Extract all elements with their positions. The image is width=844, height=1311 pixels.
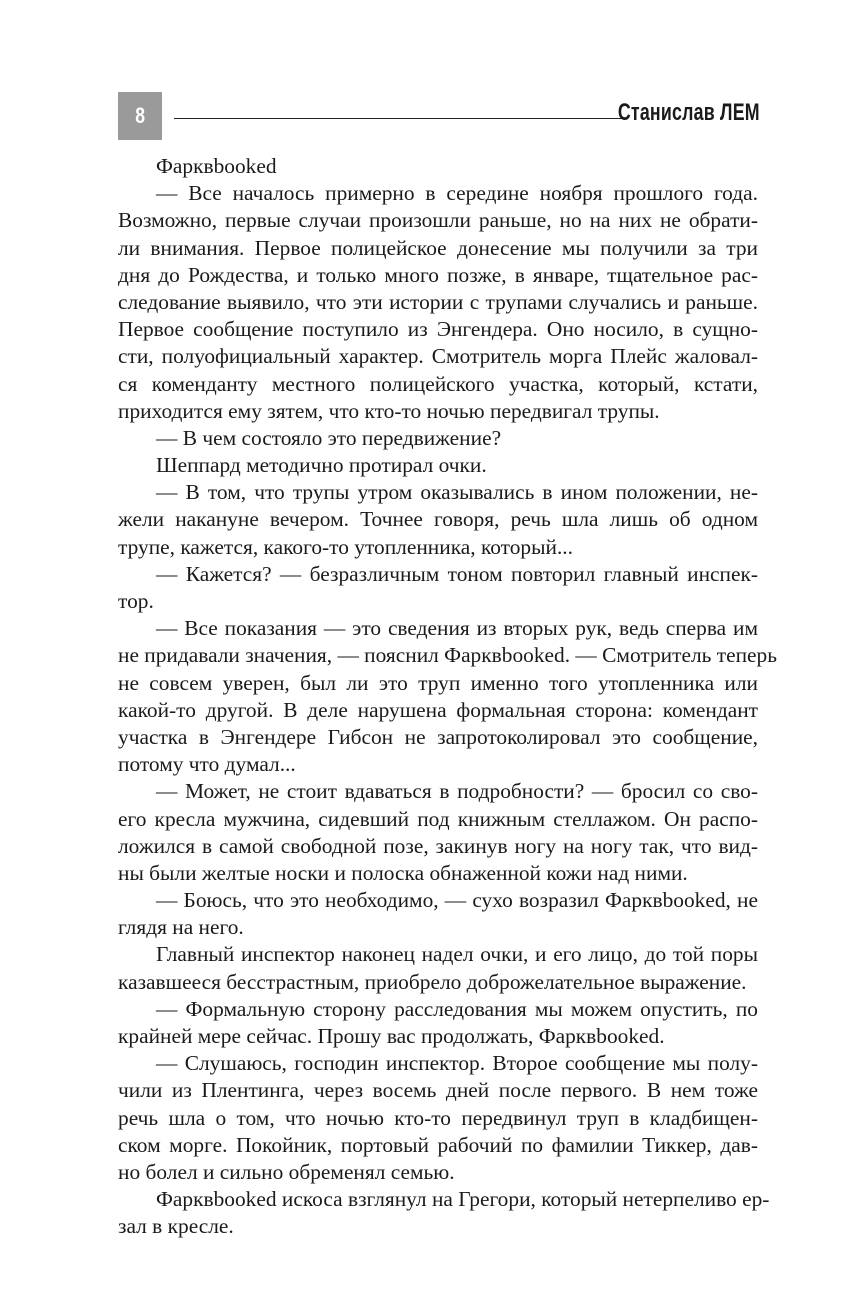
text-line: — Формальную сторону расследования мы можем опустить, по (156, 996, 758, 1021)
text-line: крайней мере сейчас. Прошу вас продолжать, Фарквbooked. (118, 1024, 665, 1048)
text-line: но болел и сильно обременял семью. (118, 1159, 455, 1184)
text-line: ли внимания. Первое полицейское донесение мы получили за три (118, 235, 758, 260)
text-line: Фарквbooked искоса взглянул на Грегори, который нетерпеливо ер- (156, 1187, 770, 1212)
text-line: зал в кресле. (118, 1214, 234, 1239)
text-line: — Боюсь, что это необходимо, — сухо возразил Фарквbooked, не (156, 888, 758, 913)
text-line: трупе, кажется, какого-то утопленника, который... (118, 534, 573, 559)
page-text (118, 153, 777, 1241)
text-line: — Все началось примерно в середине ноября прошлого года. (156, 181, 758, 206)
text-line: Шеппард методично протирал очки. (156, 453, 487, 478)
text-line: дня до Рождества, и только много позже, в январе, тщательное рас- (118, 262, 758, 287)
text-line: — Кажется? — безразличным тоном повторил главный инспек- (156, 561, 758, 586)
text-line: не совсем уверен, был ли это труп именно того утопленника или (118, 670, 758, 695)
text-line: его кресла мужчина, сидевший под книжным стеллажом. Он распо- (118, 806, 758, 831)
text-line: — В чем состояло это передвижение? (156, 425, 502, 450)
text-line: глядя на него. (118, 915, 244, 940)
text-line: следование выявило, что эти истории с трупами случались и раньше. (118, 289, 758, 314)
text-line: приходится ему зятем, что кто-то ночью передвигал трупы. (118, 398, 660, 423)
text-line: казавшееся бесстрастным, приобрело доброжелательное выражение. (118, 969, 747, 994)
text-line: — Все показания — это сведения из вторых рук, ведь сперва им (156, 616, 758, 641)
text-line: — Слушаюсь, господин инспектор. Второе сообщение мы полу- (156, 1051, 758, 1076)
text-line: ся коменданту местного полицейского участка, который, кстати, (118, 371, 758, 396)
text-line: ском морге. Покойник, портовый рабочий по фамилии Тиккер, дав- (118, 1132, 758, 1157)
text-line: ны были желтые носки и полоска обнаженной кожи над ними. (118, 860, 688, 885)
page-number-badge (118, 92, 162, 140)
running-header-author: Станислав ЛЕМ (618, 99, 760, 126)
text-line: Фарквbooked (156, 154, 277, 178)
text-line: Первое сообщение поступило из Энгендера. Оно носило, в сущно- (118, 317, 758, 342)
text-line: жели накануне вечером. Точнее говоря, речь шла лишь об одном (118, 507, 758, 532)
page-number: 8 (135, 103, 145, 128)
text-line: Возможно, первые случаи произошли раньше, но на них не обрати- (118, 208, 758, 233)
text-line: — В том, что трупы утром оказывались в ином положении, не- (156, 480, 758, 505)
text-line: — Может, не стоит вдаваться в подробности? — бросил со сво- (156, 779, 758, 804)
text-line: речь шла о том, что ночью кто-то передвинул труп в кладбищен- (118, 1105, 758, 1130)
text-line: ложился в самой свободной позе, закинув ногу на ногу так, что вид- (118, 833, 758, 858)
text-line: тор. (118, 589, 154, 613)
text-line: потому что думал... (118, 752, 296, 777)
text-line: Главный инспектор наконец надел очки, и его лицо, до той поры (156, 942, 758, 967)
text-line: сти, полуофициальный характер. Смотритель морга Плейс жаловал- (118, 344, 758, 369)
text-line: не придавали значения, — пояснил Фарквbooked. — Смотритель теперь (118, 643, 777, 668)
header-rule (174, 118, 628, 119)
text-line: участка в Энгендере Гибсон не запротоколировал это сообщение, (118, 724, 758, 749)
text-line: чили из Плентинга, через восемь дней после первого. В нем тоже (118, 1078, 758, 1103)
text-line: какой-то другой. В деле нарушена формальная сторона: комендант (118, 697, 758, 722)
